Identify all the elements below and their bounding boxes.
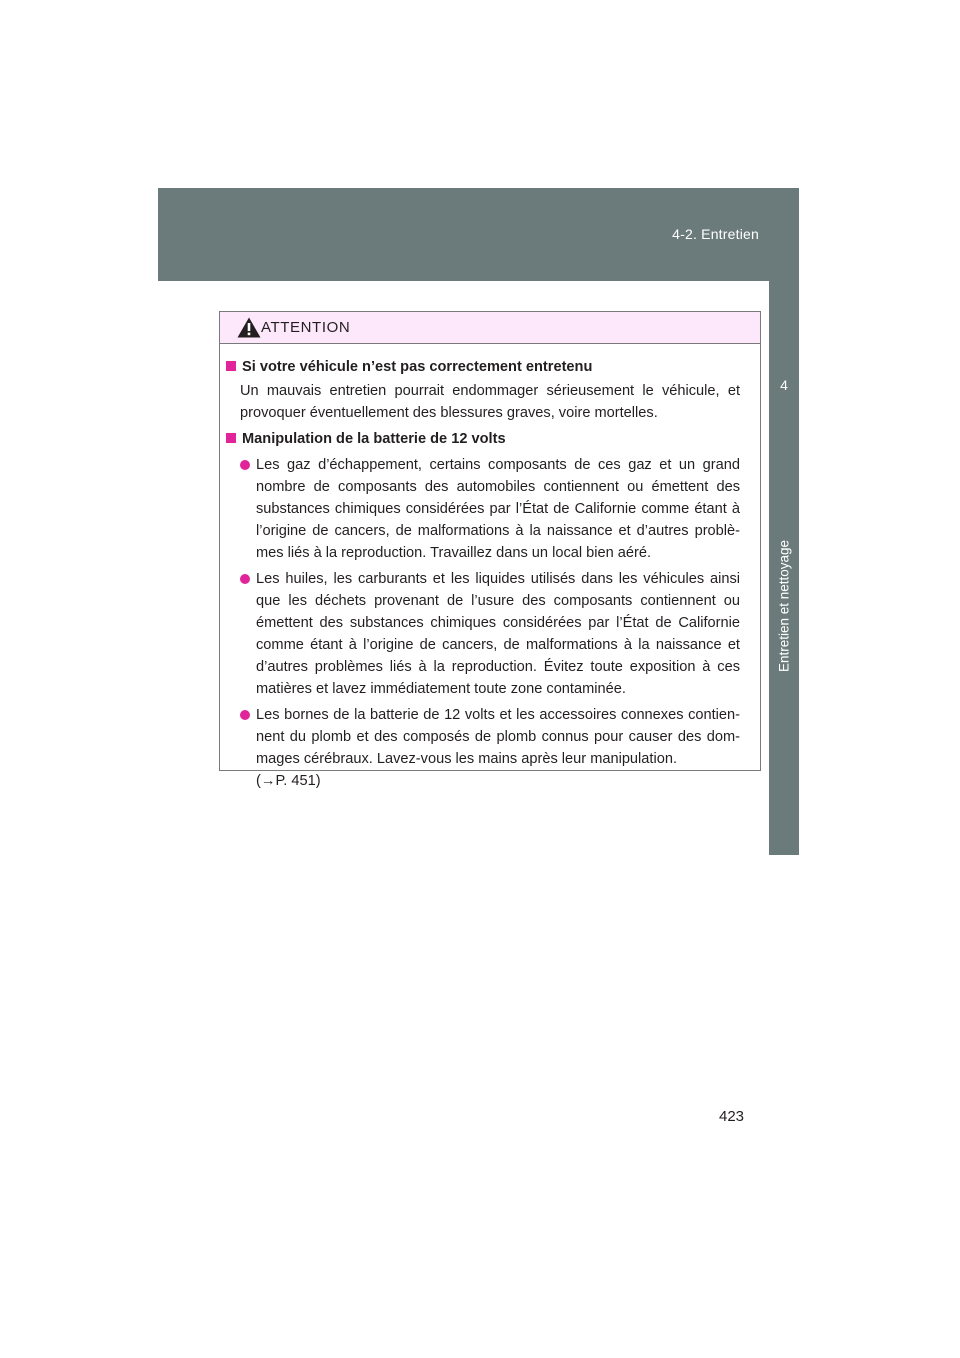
header-band [158,188,799,281]
warning-title: ATTENTION [261,319,351,336]
bullet-text-container [256,704,740,792]
square-bullet-icon [226,361,236,371]
circle-bullet-icon [240,710,250,720]
chapter-title: Entretien et nettoyage [776,539,792,673]
bullet-text: Les gaz d’échappement, certains composants de ces gaz et un grand nombre de composants des automobiles contiennent ou émettent des substances chimiques considérées par l’État de Californie comme étant à l’origine de cancers, de malformations à la naissance et d’autres problè-mes liés à la reproduction. Travaillez dans un local bien aéré. [256,457,740,561]
square-bullet-icon [226,433,236,443]
item-heading [226,428,740,450]
bullet-text: Les huiles, les carburants et les liquides utilisés dans les véhicules ainsi que les déchets provenant de l’usure des composants contiennent ou émettent des substances chimiques considérées par l’État de Californie comme étant à l’origine de cancers, de malformations à la naissance et d’autres problèmes liés à la reproduction. Évitez toute exposition à ces matières et lavez immédiatement toute zone contaminée. [256,571,740,697]
bullet-item [240,568,740,700]
chapter-number: 4 [780,377,788,393]
warning-body [220,344,760,792]
heading-text: Si votre véhicule n’est pas correctement entretenu [242,359,593,375]
chapter-title-wrap [769,481,799,731]
page-number: 423 [719,1108,745,1125]
item-heading [226,356,740,378]
chapter-side-tab [769,281,799,855]
warning-triangle-icon [237,317,261,338]
circle-bullet-icon [240,460,250,470]
bullet-item [240,704,740,792]
bullet-text: Les bornes de la batterie de 12 volts et les accessoires connexes contien-nent du plomb et des composés de plomb connus pour causer des dom-mages cérébraux. Lavez-vous les mains après leur manipulation. [256,707,740,767]
page-reference-link[interactable]: (→P. 451) [256,773,321,789]
bullet-item [240,454,740,564]
section-label: 4-2. Entretien [672,226,759,242]
heading-text: Manipulation de la batterie de 12 volts [242,431,506,447]
circle-bullet-icon [240,574,250,584]
warning-box [219,311,761,789]
item-text: Un mauvais entretien pourrait endommager sérieusement le véhicule, et provoquer éventuellement des blessures graves, voire mortelles. [240,383,740,421]
warning-header [220,312,760,344]
